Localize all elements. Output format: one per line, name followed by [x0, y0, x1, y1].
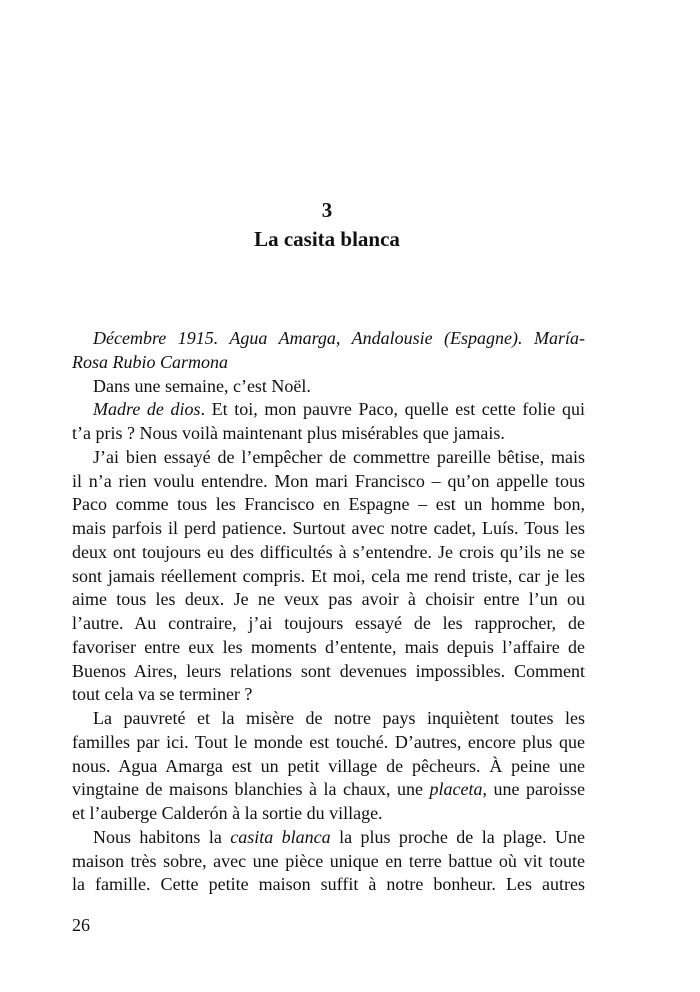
text-line: [72, 683, 585, 707]
page-number: 26: [72, 915, 90, 935]
text-line: [72, 422, 585, 446]
italic-text: Décembre 1915. Agua Amarga, Andalousie (Espagne). María-: [93, 328, 585, 348]
text-segment: aime tous les deux. Je ne veux pas avoir à choisir entre l’un ou: [72, 589, 585, 610]
text-line: [72, 517, 585, 541]
text-line: [72, 493, 585, 517]
text-line: [72, 541, 585, 565]
chapter-title: La casita blanca: [254, 227, 400, 251]
text-segment: Nous habitons la: [93, 826, 231, 847]
text-line: [72, 375, 585, 399]
text-line: [72, 398, 585, 422]
text-line: [72, 826, 585, 850]
italic-text: placeta: [429, 779, 483, 800]
text-line: [72, 731, 585, 755]
text-line: [72, 351, 585, 375]
text-line: [72, 707, 585, 731]
text-segment: vingtaine de maisons blanchies à la chaux, une: [72, 779, 430, 800]
text-line: [72, 612, 585, 636]
text-segment: t’a pris ? Nous voilà maintenant plus misérables que jamais.: [72, 423, 505, 443]
text-line: [72, 850, 585, 874]
chapter-number: 3: [321, 198, 333, 222]
text-line: [72, 755, 585, 779]
text-segment: favoriser entre eux les moments d’entente, mais depuis l’affaire de: [72, 636, 585, 657]
text-segment: la famille. Cette petite maison suffit à notre bonheur. Les autres: [72, 874, 585, 895]
text-segment: l’autre. Au contraire, j’ai toujours essayé de les rapprocher, de: [72, 613, 585, 633]
text-line: [72, 636, 585, 660]
text-segment: , une paroisse: [482, 779, 585, 800]
text-line: [72, 565, 585, 589]
text-line: [72, 588, 585, 612]
text-line: [72, 873, 585, 897]
text-segment: La pauvreté et la misère de notre pays inquiètent toutes les: [93, 708, 585, 728]
text-line: [72, 446, 585, 470]
italic-text: casita blanca: [230, 826, 331, 847]
text-line: [72, 327, 585, 351]
text-line: [72, 802, 585, 826]
text-segment: J’ai bien essayé de l’empêcher de commettre pareille bêtise, mais: [93, 446, 585, 467]
body-text: [72, 327, 585, 897]
text-line: [72, 470, 585, 494]
text-line: [72, 660, 585, 684]
italic-text: Rosa Rubio Carmona: [72, 351, 229, 372]
text-segment: et l’auberge Calderón à la sortie du village.: [72, 803, 383, 823]
text-segment: la plus proche de la plage. Une: [330, 826, 585, 847]
text-segment: il n’a rien voulu entendre. Mon mari Francisco – qu’on appelle tous: [72, 470, 585, 491]
text-segment: Dans une semaine, c’est Noël.: [93, 375, 311, 396]
text-segment: . Et toi, mon pauvre Paco, quelle est cette folie qui: [200, 399, 585, 420]
text-line: [72, 778, 585, 802]
text-segment: deux ont toujours eu des difficultés à s’entendre. Je crois qu’ils ne se: [72, 541, 585, 562]
text-segment: mais parfois il perd patience. Surtout avec notre cadet, Luís. Tous les: [72, 518, 585, 538]
text-segment: familles par ici. Tout le monde est touché. D’autres, encore plus que: [72, 731, 585, 752]
text-segment: maison très sobre, avec une pièce unique en terre battue où vit toute: [72, 850, 585, 871]
text-segment: Paco comme tous les Francisco en Espagne – est un homme bon,: [72, 494, 585, 515]
text-segment: nous. Agua Amarga est un petit village de pêcheurs. À peine une: [72, 755, 585, 776]
text-segment: sont jamais réellement compris. Et moi, cela me rend triste, car je les: [72, 565, 585, 586]
text-segment: tout cela va se terminer ?: [72, 684, 253, 705]
text-segment: Buenos Aires, leurs relations sont devenues impossibles. Comment: [72, 660, 585, 681]
italic-text: Madre de dios: [93, 399, 201, 420]
